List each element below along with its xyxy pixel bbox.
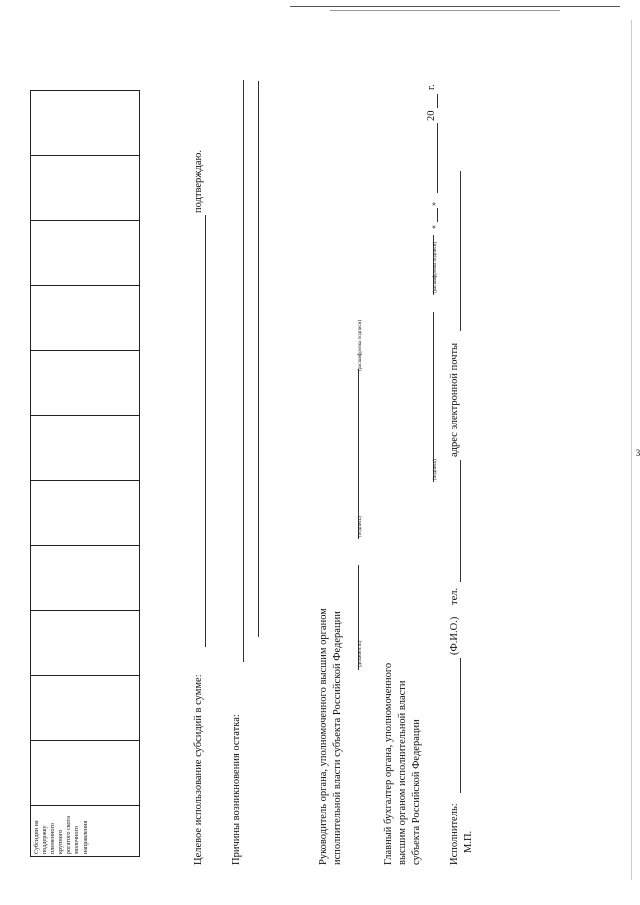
- executor-fio: (Ф.И.О.): [449, 616, 460, 655]
- target-use-label: Целевое использование субсидий в сумме:: [193, 674, 204, 865]
- table-header-cell: Субсидии на поддержку племенного крупного рогатого скота молочного направления: [31, 806, 140, 857]
- date-year-suffix: г.: [426, 84, 437, 90]
- head-caption-signature: (подпись): [358, 516, 363, 537]
- table-cell: [31, 546, 140, 611]
- table-cell: [31, 741, 140, 806]
- executor-name-field[interactable]: [460, 658, 461, 793]
- head-signature-field[interactable]: [358, 369, 359, 539]
- accountant-title-line2: высшим органом исполнительной власти: [397, 680, 408, 865]
- date-year-field[interactable]: [437, 94, 438, 108]
- target-use-field[interactable]: [205, 215, 206, 647]
- reasons-field-1[interactable]: [243, 80, 244, 662]
- executor-phone-label: тел.: [449, 587, 460, 605]
- date-open-quote: «: [429, 225, 438, 229]
- accountant-caption-transcript: (расшифровка подписи): [433, 241, 438, 293]
- table-cell: [31, 351, 140, 416]
- reasons-field-2[interactable]: [258, 81, 259, 637]
- table-cell: [31, 91, 140, 156]
- head-caption-position: (должность): [358, 640, 363, 667]
- head-caption-transcript: (расшифровка подписи): [358, 319, 363, 371]
- head-title-line1: Руководитель органа, уполномоченного высшим органом: [318, 608, 329, 865]
- reasons-label: Причины возникновения остатка:: [231, 714, 242, 865]
- page-number: 3: [635, 448, 640, 458]
- accountant-title-line3: субъекта Российской Федерации: [411, 719, 422, 865]
- accountant-title-line1: Главный бухгалтер органа, уполномоченного: [383, 662, 394, 865]
- table-cell: [31, 416, 140, 481]
- executor-phone-field[interactable]: [460, 460, 461, 582]
- subsidy-table: [30, 90, 140, 857]
- stamp-label: М.П.: [463, 830, 474, 853]
- date-month-field[interactable]: [437, 123, 438, 193]
- accountant-signature-field[interactable]: [433, 312, 434, 482]
- date-close-quote: »: [429, 202, 438, 206]
- date-day-field[interactable]: [437, 208, 438, 222]
- date-year-prefix: 20: [426, 110, 437, 121]
- table-cell: [31, 156, 140, 221]
- table-cell: [31, 481, 140, 546]
- head-title-line2: исполнительной власти субъекта Российской Федерации: [332, 611, 343, 865]
- executor-email-field[interactable]: [460, 171, 461, 331]
- accountant-caption-signature: (подпись): [433, 459, 438, 480]
- table-cell: [31, 676, 140, 741]
- executor-label: Исполнитель:: [449, 803, 460, 865]
- table-cell: [31, 286, 140, 351]
- table-cell: [31, 611, 140, 676]
- table-cell: [31, 221, 140, 286]
- target-use-suffix: подтверждаю.: [193, 149, 204, 213]
- executor-email-label: адрес электронной почты: [449, 342, 460, 457]
- table-row: [31, 91, 140, 857]
